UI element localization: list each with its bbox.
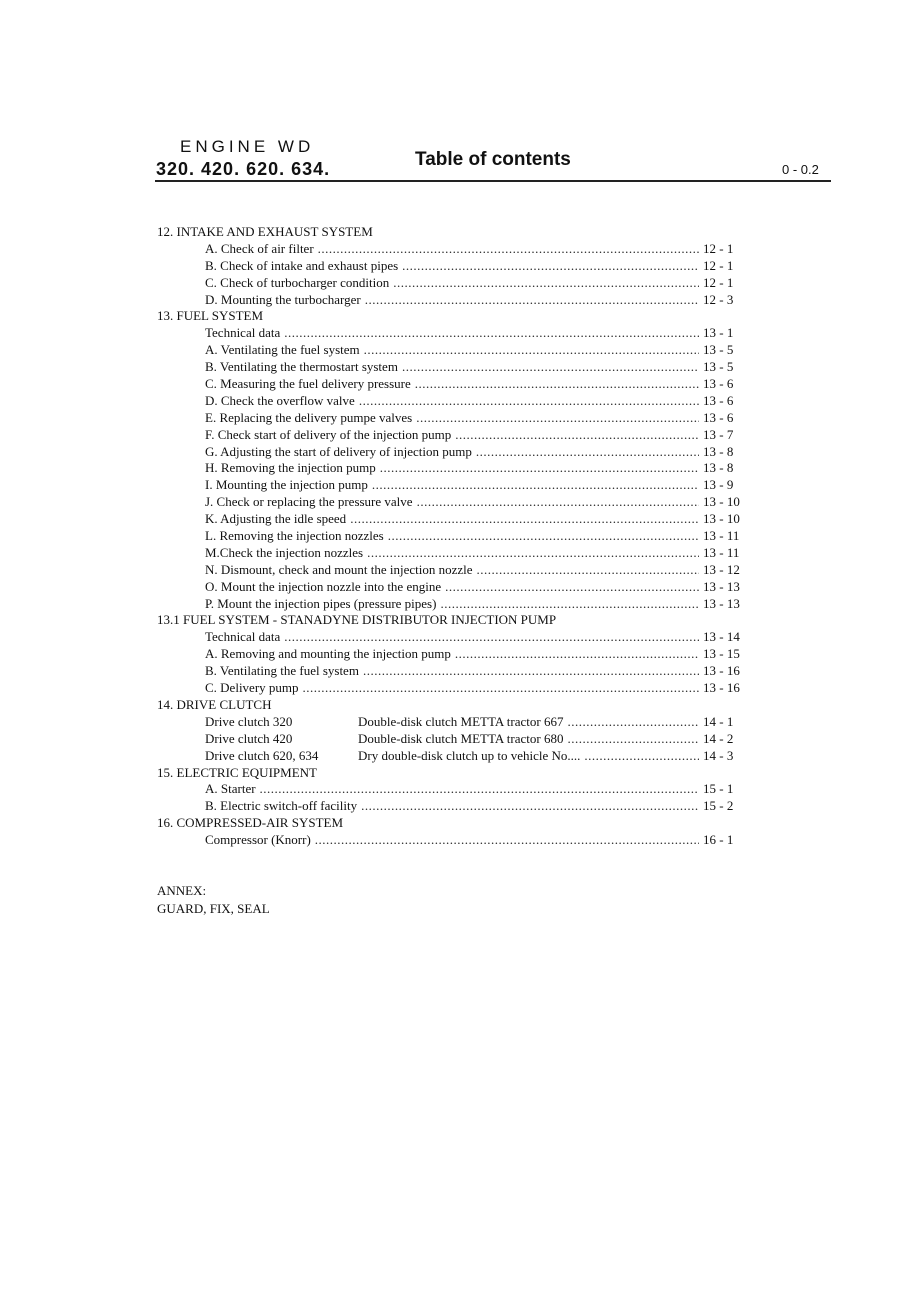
dot-leader xyxy=(415,376,699,393)
toc-entry-label: Drive clutch 320 xyxy=(205,713,293,729)
toc-entry-page: 15 - 1 xyxy=(703,781,734,797)
toc-entry[interactable] xyxy=(157,663,747,680)
toc-entry-label: G. Adjusting the start of delivery of injection pump xyxy=(205,443,472,459)
dot-leader xyxy=(363,663,699,680)
dot-leader xyxy=(402,258,699,275)
dot-leader xyxy=(440,596,699,613)
toc-entry-page: 13 - 16 xyxy=(703,663,740,679)
toc-entry-label: D. Mounting the turbocharger xyxy=(205,291,361,307)
toc-entry-label: Drive clutch 420 xyxy=(205,730,293,746)
dot-leader xyxy=(361,798,699,815)
toc-entry-page: 13 - 5 xyxy=(703,342,734,358)
toc-entry-label: A. Ventilating the fuel system xyxy=(205,342,360,358)
toc-entry[interactable] xyxy=(157,393,747,410)
toc-entry[interactable] xyxy=(157,832,747,849)
toc-entry-label: H. Removing the injection pump xyxy=(205,460,376,476)
dot-leader xyxy=(416,410,699,427)
engine-models: 320. 420. 620. 634. xyxy=(156,159,331,179)
toc-entry-page: 12 - 1 xyxy=(703,257,734,273)
toc-entry-label: O. Mount the injection nozzle into the engine xyxy=(205,578,442,594)
dot-leader xyxy=(567,714,699,731)
annex-items: GUARD, FIX, SEAL xyxy=(157,901,270,916)
toc-entry[interactable] xyxy=(157,528,747,545)
toc-section-16: 16. COMPRESSED-AIR SYSTEM xyxy=(157,815,344,831)
toc-entry[interactable] xyxy=(157,629,747,646)
toc-entry-label: B. Ventilating the thermostart system xyxy=(205,359,398,375)
toc-entry-page: 13 - 9 xyxy=(703,477,734,493)
toc-entry-label: F. Check start of delivery of the injection pump xyxy=(205,426,452,442)
toc-entry-page: 13 - 15 xyxy=(703,646,740,662)
toc-entry-page: 13 - 8 xyxy=(703,443,734,459)
toc-entry-description: Dry double-disk clutch up to vehicle No.... xyxy=(358,747,581,763)
dot-leader xyxy=(367,545,699,562)
toc-entry-description: Double-disk clutch METTA tractor 680 xyxy=(358,730,564,746)
toc-entry[interactable] xyxy=(157,748,747,765)
toc-entry-page: 13 - 10 xyxy=(703,511,740,527)
dot-leader xyxy=(476,444,699,461)
toc-entry-page: 12 - 1 xyxy=(703,274,734,290)
toc-entry[interactable] xyxy=(157,460,747,477)
toc-entry-page: 13 - 5 xyxy=(703,359,734,375)
toc-entry-page: 12 - 3 xyxy=(703,291,734,307)
toc-entry-label: D. Check the overflow valve xyxy=(205,392,355,408)
dot-leader xyxy=(417,494,699,511)
annex-block xyxy=(157,882,270,918)
toc-entry-label: E. Replacing the delivery pumpe valves xyxy=(205,409,413,425)
page-title: Table of contents xyxy=(415,149,571,170)
toc-entry-label: Drive clutch 620, 634 xyxy=(205,747,319,763)
dot-leader xyxy=(477,562,699,579)
toc-entry[interactable] xyxy=(157,275,747,292)
toc-section-13: 13. FUEL SYSTEM xyxy=(157,308,264,324)
dot-leader xyxy=(284,325,699,342)
toc-entry-label: K. Adjusting the idle speed xyxy=(205,511,347,527)
toc-entry-page: 13 - 10 xyxy=(703,494,740,510)
dot-leader xyxy=(455,427,699,444)
toc-entry-page: 13 - 1 xyxy=(703,325,734,341)
dot-leader xyxy=(388,528,699,545)
toc-entry-page: 13 - 12 xyxy=(703,561,740,577)
toc-entry-label: Technical data xyxy=(205,325,281,341)
dot-leader xyxy=(365,292,699,309)
toc-entry[interactable] xyxy=(157,427,747,444)
toc-entry-page: 13 - 7 xyxy=(703,426,734,442)
toc-entry[interactable] xyxy=(157,494,747,511)
toc-entry-description: Double-disk clutch METTA tractor 667 xyxy=(358,713,564,729)
toc-entry-page: 14 - 2 xyxy=(703,730,734,746)
toc-entry[interactable] xyxy=(157,241,747,258)
annex-label: ANNEX: xyxy=(157,883,207,898)
toc-entry[interactable] xyxy=(157,410,747,427)
toc-entry-page: 15 - 2 xyxy=(703,798,734,814)
dot-leader xyxy=(445,579,699,596)
toc-entry[interactable] xyxy=(157,731,747,748)
dot-leader xyxy=(303,680,699,697)
toc-entry[interactable] xyxy=(157,798,747,815)
toc-entry-page: 13 - 16 xyxy=(703,680,740,696)
dot-leader xyxy=(364,342,699,359)
toc-entry[interactable] xyxy=(157,714,747,731)
toc-entry[interactable] xyxy=(157,258,747,275)
dot-leader xyxy=(315,832,699,849)
toc-entry-label: P. Mount the injection pipes (pressure pipes) xyxy=(205,595,437,611)
table-of-contents xyxy=(157,224,747,849)
toc-entry[interactable] xyxy=(157,579,747,596)
toc-entry-label: C. Check of turbocharger condition xyxy=(205,274,390,290)
toc-section-12: 12. INTAKE AND EXHAUST SYSTEM xyxy=(157,224,373,239)
engine-title: ENGINE WD xyxy=(180,137,315,156)
dot-leader xyxy=(359,393,699,410)
toc-entry[interactable] xyxy=(157,444,747,461)
toc-section-14: 14. DRIVE CLUTCH xyxy=(157,696,272,712)
toc-entry[interactable] xyxy=(157,376,747,393)
toc-entry-page: 13 - 11 xyxy=(703,544,740,560)
toc-entry[interactable] xyxy=(157,596,747,613)
toc-entry-label: I. Mounting the injection pump xyxy=(205,477,368,493)
dot-leader xyxy=(318,241,699,258)
toc-entry-page: 14 - 1 xyxy=(703,713,734,729)
toc-entry-label: A. Removing and mounting the injection pump xyxy=(205,646,451,662)
toc-section-15: 15. ELECTRIC EQUIPMENT xyxy=(157,764,317,780)
dot-leader xyxy=(455,646,699,663)
dot-leader xyxy=(393,275,699,292)
toc-entry-label: C. Delivery pump xyxy=(205,680,299,696)
toc-entry-page: 13 - 6 xyxy=(703,409,734,425)
dot-leader xyxy=(350,511,699,528)
toc-entry[interactable] xyxy=(157,646,747,663)
toc-entry-label: L. Removing the injection nozzles xyxy=(205,528,384,544)
toc-entry-label: N. Dismount, check and mount the injection nozzle xyxy=(205,561,473,577)
toc-entry-page: 13 - 13 xyxy=(703,595,740,611)
toc-entry-label: M.Check the injection nozzles xyxy=(205,544,364,560)
toc-entry-page: 16 - 1 xyxy=(703,832,734,848)
toc-entry[interactable] xyxy=(157,545,747,562)
toc-entry-label: Compressor (Knorr) xyxy=(205,832,311,848)
toc-entry[interactable] xyxy=(157,562,747,579)
toc-entry-page: 13 - 13 xyxy=(703,578,740,594)
toc-entry-page: 13 - 6 xyxy=(703,392,734,408)
toc-entry-page: 14 - 3 xyxy=(703,747,734,763)
dot-leader xyxy=(567,731,699,748)
toc-entry[interactable] xyxy=(157,511,747,528)
toc-entry[interactable] xyxy=(157,680,747,697)
toc-entry-page: 13 - 8 xyxy=(703,460,734,476)
toc-entry-label: A. Starter xyxy=(205,781,256,797)
toc-entry-label: B. Ventilating the fuel system xyxy=(205,663,359,679)
toc-entry[interactable] xyxy=(157,342,747,359)
dot-leader xyxy=(284,629,699,646)
toc-entry-label: A. Check of air filter xyxy=(205,240,314,256)
toc-entry-page: 12 - 1 xyxy=(703,240,734,256)
toc-entry-label: J. Check or replacing the pressure valve xyxy=(205,494,413,510)
toc-entry-label: C. Measuring the fuel delivery pressure xyxy=(205,376,411,392)
toc-entry-label: B. Electric switch-off facility xyxy=(205,798,358,814)
toc-section-13-1: 13.1 FUEL SYSTEM - STANADYNE DISTRIBUTOR INJECTION PUMP xyxy=(157,612,557,628)
toc-entry[interactable] xyxy=(157,359,747,376)
dot-leader xyxy=(372,477,699,494)
dot-leader xyxy=(380,460,699,477)
toc-entry[interactable] xyxy=(157,325,747,342)
toc-entry[interactable] xyxy=(157,781,747,798)
toc-entry-label: Technical data xyxy=(205,629,281,645)
dot-leader xyxy=(402,359,699,376)
dot-leader xyxy=(260,781,699,798)
toc-entry[interactable] xyxy=(157,292,747,309)
toc-entry-page: 13 - 6 xyxy=(703,376,734,392)
page-header xyxy=(0,0,909,190)
toc-entry[interactable] xyxy=(157,477,747,494)
page-number: 0 - 0.2 xyxy=(782,162,819,177)
toc-entry-page: 13 - 11 xyxy=(703,528,740,544)
toc-entry-label: B. Check of intake and exhaust pipes xyxy=(205,257,399,273)
dot-leader xyxy=(584,748,699,765)
header-divider xyxy=(155,180,831,182)
toc-entry-page: 13 - 14 xyxy=(703,629,740,645)
